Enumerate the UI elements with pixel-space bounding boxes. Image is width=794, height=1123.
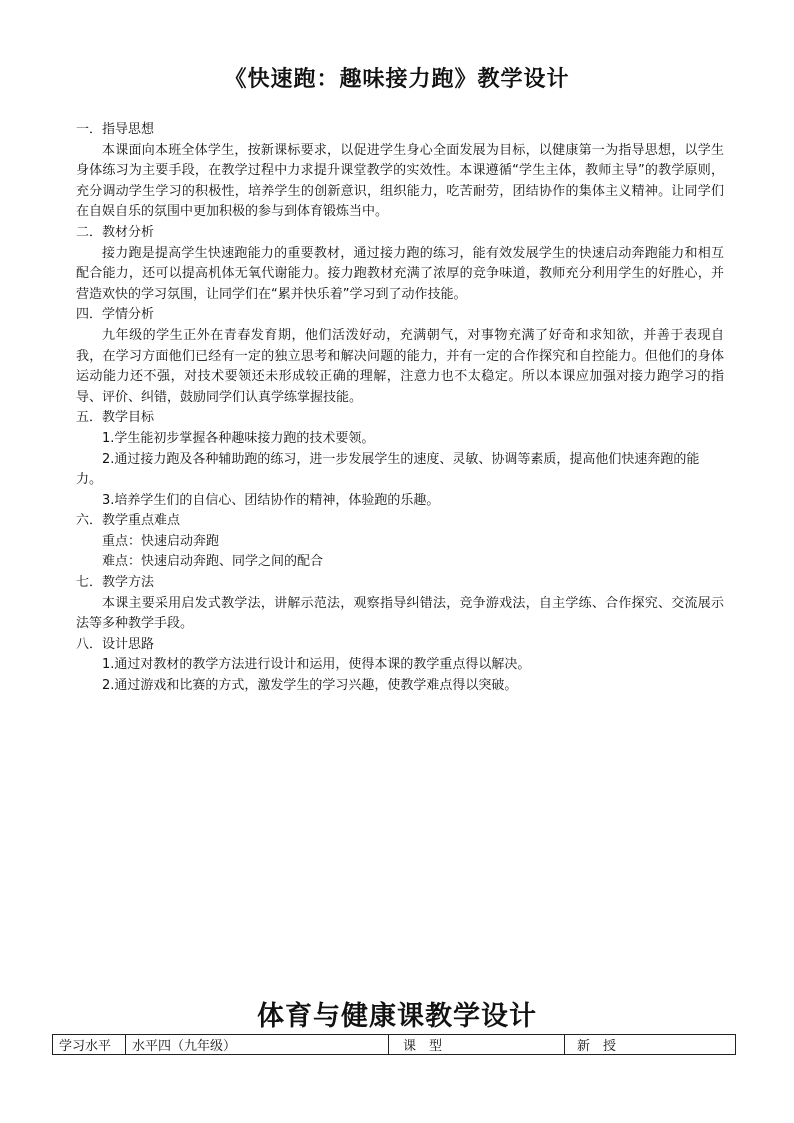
section-paragraph: 本课主要采用启发式教学法，讲解示范法，观察指导纠错法，竞争游戏法，自主学练、合作探究、交流展示法等多种教学手段。 (76, 595, 724, 632)
table-cell-value: 水平四（九年级） (126, 1035, 389, 1055)
table-cell-value: 新 授 (565, 1035, 736, 1055)
table-cell-label: 学习水平 (53, 1035, 126, 1055)
list-item: 2.通过接力跑及各种辅助跑的练习，进一步发展学生的速度、灵敏、协调等素质，提高他们快速奔跑的能力。 (76, 451, 700, 488)
table-cell-label: 课 型 (389, 1035, 565, 1055)
secondary-title: 体育与健康课教学设计 (257, 1001, 537, 1032)
list-item: 2.通过游戏和比赛的方式，激发学生的学习兴趣，使教学难点得以突破。 (102, 678, 518, 694)
section-heading: 八．设计思路 (76, 636, 155, 652)
section-heading: 六．教学重点难点 (76, 513, 181, 529)
list-item: 3.培养学生们的自信心、团结协作的精神，体验跑的乐趣。 (102, 492, 440, 508)
section-heading: 四．学情分析 (76, 307, 155, 323)
table-row (53, 1035, 736, 1055)
section-paragraph: 接力跑是提高学生快速跑能力的重要教材，通过接力跑的练习，能有效发展学生的快速启动奔跑能力和相互配合能力，还可以提高机体无氧代谢能力。接力跑教材充满了浓厚的竞争味道，教师充分利用学生的好胜心，并营造欢快的学习氛围，让同学们在“累并快乐着”学习到了动作技能。 (76, 245, 724, 302)
list-item: 1.通过对教材的教学方法进行设计和运用，使得本课的教学重点得以解决。 (102, 657, 531, 673)
list-item: 难点：快速启动奔跑、同学之间的配合 (102, 554, 324, 570)
section-heading: 一．指导思想 (76, 122, 155, 137)
section-paragraph: 九年级的学生正外在青春发育期，他们活泼好动，充满朝气，对事物充满了好奇和求知欲，并善于表现自我，在学习方面他们已经有一定的独立思考和解决问题的能力，并有一定的合作探究和自控能力。但他们的身体运动能力还不强，对技术要领还未形成较正确的理解，注意力也不太稳定。所以本课应加强对接力跑学习的指导、评价、纠错，鼓励同学们认真学练掌握技能。 (76, 327, 724, 405)
list-item: 1.学生能初步掌握各种趣味接力跑的技术要领。 (102, 430, 375, 446)
section-heading: 二．教材分析 (76, 224, 155, 240)
document-body (76, 120, 724, 697)
section-heading: 七．教学方法 (76, 575, 155, 591)
section-heading: 五．教学目标 (76, 410, 155, 426)
section-paragraph: 本课面向本班全体学生，按新课标要求，以促进学生身心全面发展为目标，以健康第一为指导思想，以学生身体练习为主要手段，在教学过程中力求提升课堂教学的实效性。本课遵循“学生主体，教师主导”的教学原则，充分调动学生学习的积极性，培养学生的创新意识，组织能力，吃苦耐劳，团结协作的集体主义精神。让同学们在自娱自乐的氛围中更加积极的参与到体育锻炼当中。 (76, 142, 724, 220)
list-item: 重点：快速启动奔跑 (102, 533, 220, 549)
lesson-info-table (52, 1034, 736, 1055)
page-title: 《快速跑：趣味接力跑》教学设计 (224, 66, 570, 92)
